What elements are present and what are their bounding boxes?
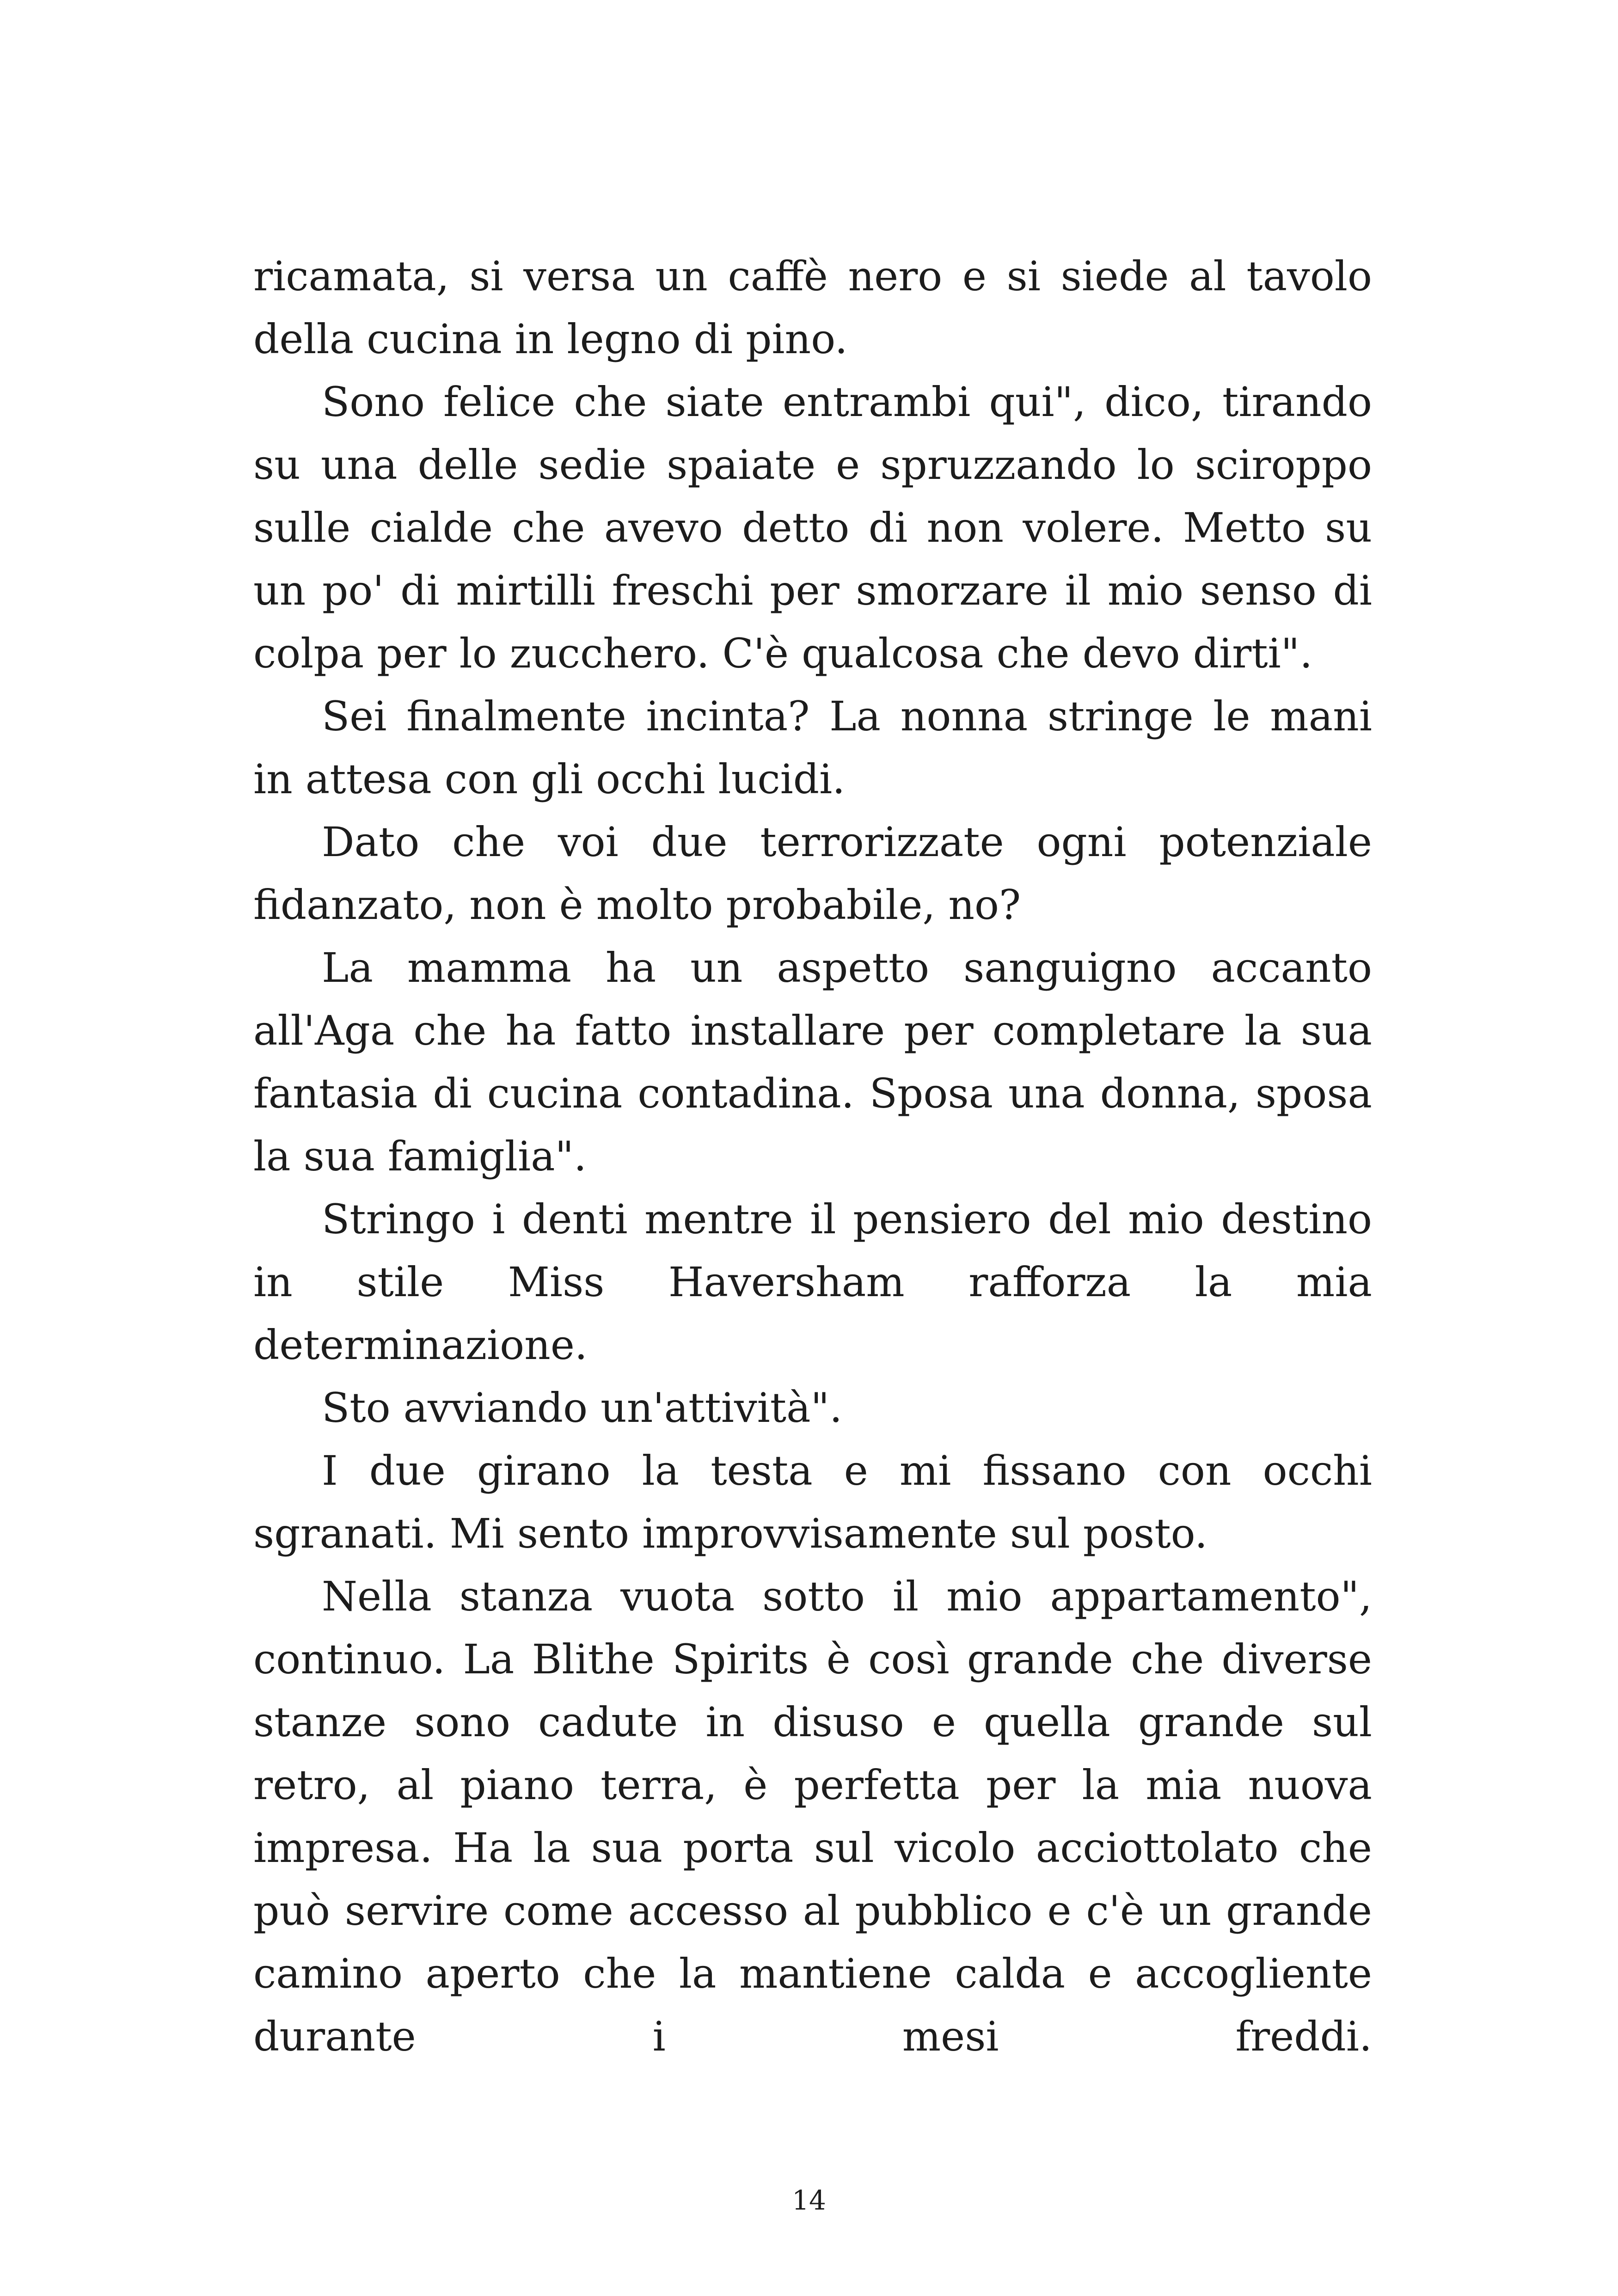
paragraph-7: Sto avviando un'attività".	[322, 1384, 843, 1432]
paragraph-1: ricamata, si versa un caffè nero e si siede al tavolo della cucina in legno di pino.	[253, 252, 1372, 363]
paragraph-8: I due girano la testa e mi fissano con occhi sgranati. Mi sento improvvisamente sul posto.	[253, 1447, 1372, 1557]
paragraph-2: Sono felice che siate entrambi qui", dico, tirando su una delle sedie spaiate e spruzzando lo sciroppo sulle cialde che avevo detto di non volere. Metto su un po' di mirtilli freschi per smorzare il mio senso di colpa per lo zucchero. C'è qualcosa che devo dirti".	[253, 378, 1372, 677]
paragraph-5: La mamma ha un aspetto sanguigno accanto all'Aga che ha fatto installare per completare la sua fantasia di cucina contadina. Sposa una donna, sposa la sua famiglia".	[253, 944, 1372, 1180]
body-text	[253, 245, 1372, 2068]
page-number: 14	[792, 2185, 826, 2216]
paragraph-9: Nella stanza vuota sotto il mio appartamento", continuo. La Blithe Spirits è così grande che diverse stanze sono cadute in disuso e quella grande sul retro, al piano terra, è perfetta per la mia nuova impresa. Ha la sua porta sul vicolo acciottolato che può servire come accesso al pubblico e c'è un grande camino aperto che la mantiene calda e accogliente durante i mesi freddi.	[253, 1573, 1372, 2060]
paragraph-3: Sei finalmente incinta? La nonna stringe le mani in attesa con gli occhi lucidi.	[253, 692, 1372, 803]
paragraph-6: Stringo i denti mentre il pensiero del mio destino in stile Miss Haversham rafforza la mia determinazione.	[253, 1195, 1372, 1369]
paragraph-4: Dato che voi due terrorizzate ogni potenziale fidanzato, non è molto probabile, no?	[253, 818, 1372, 929]
